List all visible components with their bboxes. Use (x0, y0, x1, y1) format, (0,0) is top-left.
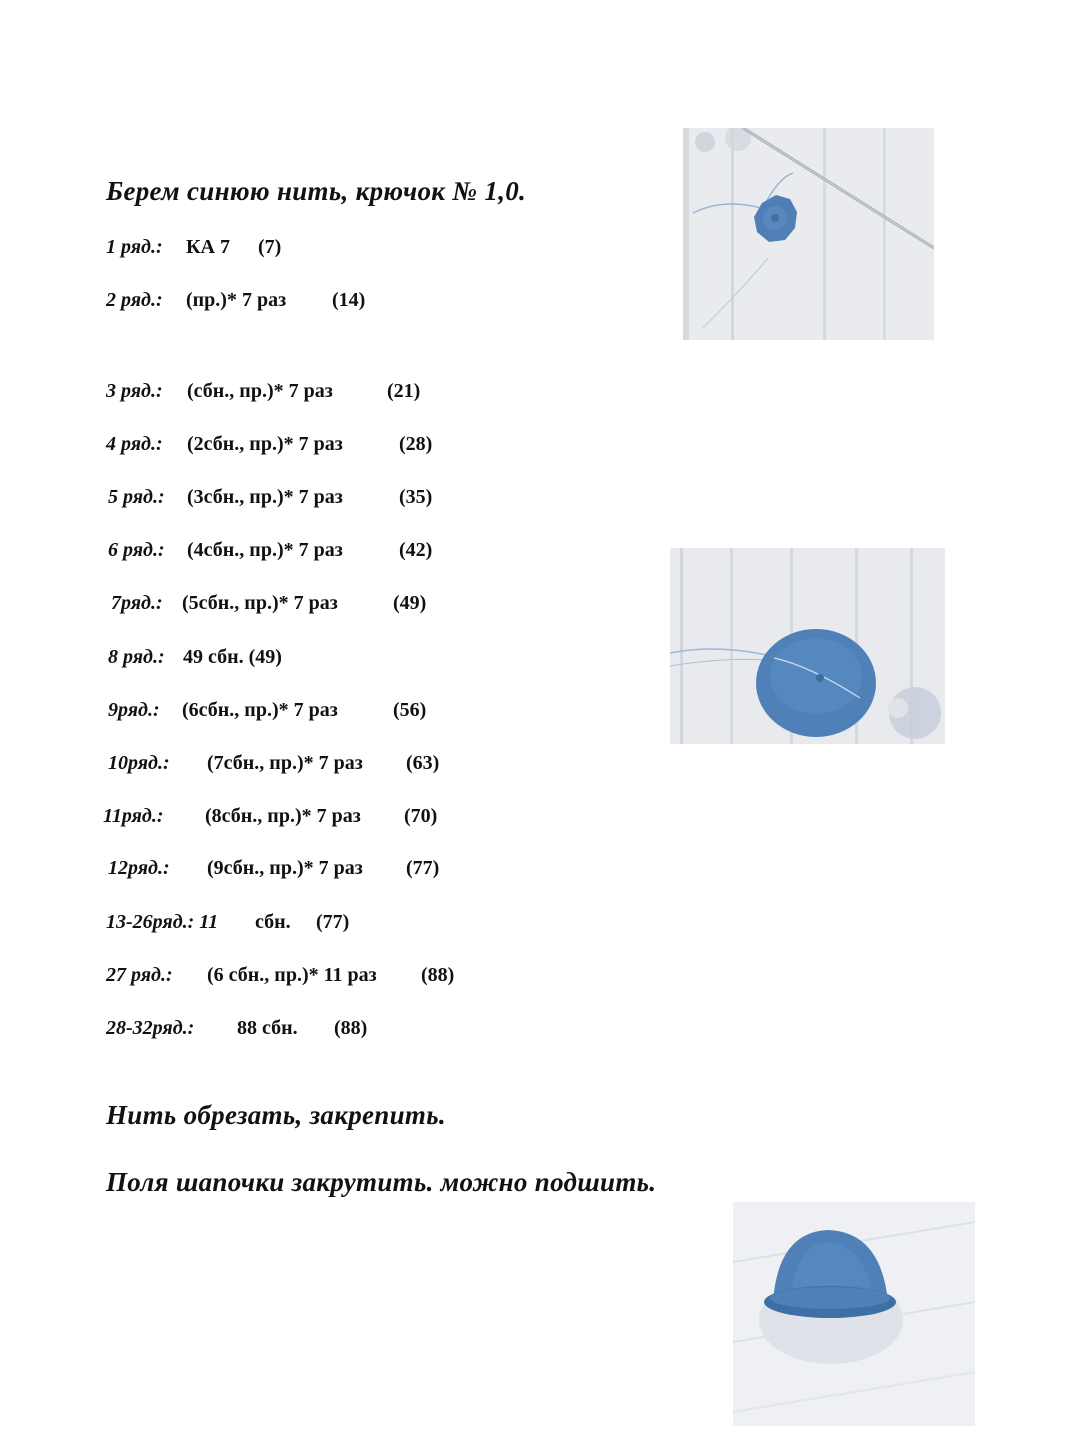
photo-circle-with-hook (683, 128, 934, 340)
row-count: (42) (399, 539, 433, 561)
photo-finished-hat (733, 1202, 975, 1426)
row-label: 28-32ряд.: (106, 1017, 195, 1039)
row-instruction: 88 сбн. (237, 1017, 298, 1039)
row-instruction: 49 сбн. (49) (183, 646, 282, 668)
row-count: (21) (387, 380, 421, 402)
row-count: (35) (399, 486, 433, 508)
row-label: 27 ряд.: (106, 964, 173, 986)
row-instruction: (5сбн., пр.)* 7 раз (182, 592, 338, 614)
row-instruction: (6сбн., пр.)* 7 раз (182, 699, 338, 721)
photo-dome-piece (670, 548, 945, 744)
row-instruction: (3сбн., пр.)* 7 раз (187, 486, 343, 508)
row-count: (56) (393, 699, 427, 721)
row-label: 13-26ряд.: 11 (106, 911, 219, 933)
row-label: 10ряд.: (108, 752, 170, 774)
row-instruction: (сбн., пр.)* 7 раз (187, 380, 333, 402)
row-instruction: (6 сбн., пр.)* 11 раз (207, 964, 377, 986)
row-count: (14) (332, 289, 366, 311)
row-instruction: (пр.)* 7 раз (186, 289, 287, 311)
row-instruction: (4сбн., пр.)* 7 раз (187, 539, 343, 561)
row-count: (88) (334, 1017, 368, 1039)
row-count: (28) (399, 433, 433, 455)
row-instruction: (7сбн., пр.)* 7 раз (207, 752, 363, 774)
row-instruction: КА 7 (186, 236, 230, 258)
row-label: 1 ряд.: (106, 236, 163, 258)
row-label: 3 ряд.: (106, 380, 163, 402)
row-count: (77) (316, 911, 350, 933)
row-instruction: (8сбн., пр.)* 7 раз (205, 805, 361, 827)
row-label: 5 ряд.: (108, 486, 165, 508)
intro-heading: Берем синюю нить, крючок № 1,0. (106, 176, 527, 206)
row-count: (70) (404, 805, 438, 827)
row-instruction: (9сбн., пр.)* 7 раз (207, 857, 363, 879)
row-instruction: (2сбн., пр.)* 7 раз (187, 433, 343, 455)
outro-brim: Поля шапочки закрутить. можно подшить. (106, 1167, 657, 1197)
row-count: (88) (421, 964, 455, 986)
row-label: 8 ряд.: (108, 646, 165, 668)
row-count: (7) (258, 236, 282, 258)
row-label: 2 ряд.: (106, 289, 163, 311)
row-label: 11ряд.: (103, 805, 164, 827)
row-label: 7ряд.: (111, 592, 163, 614)
row-count: (63) (406, 752, 440, 774)
row-count: (77) (406, 857, 440, 879)
row-instruction: сбн. (255, 911, 291, 933)
row-label: 9ряд.: (108, 699, 160, 721)
row-label: 12ряд.: (108, 857, 170, 879)
row-label: 4 ряд.: (106, 433, 163, 455)
outro-cut: Нить обрезать, закрепить. (106, 1100, 446, 1130)
row-label: 6 ряд.: (108, 539, 165, 561)
row-count: (49) (393, 592, 427, 614)
